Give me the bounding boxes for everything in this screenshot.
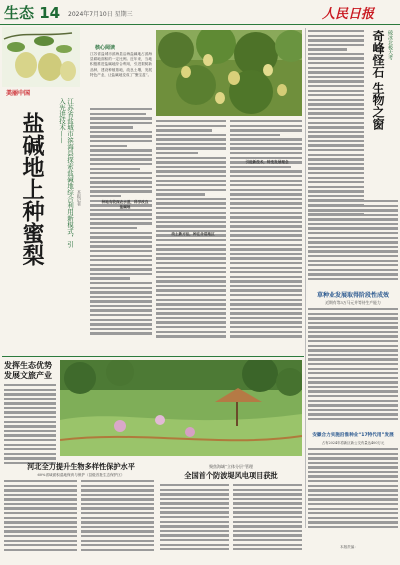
feature-body-col-1 — [90, 108, 152, 353]
right-column-divider — [305, 28, 306, 528]
feature-headline: 盐碱地上种蜜梨 — [19, 112, 44, 266]
section-divider — [2, 356, 304, 357]
park-photo — [60, 360, 302, 456]
issue-date: 2024年7月10日 星期三 — [68, 11, 133, 18]
right-lower-text — [308, 200, 398, 286]
lead-text: 江苏省盐城市滨海县沿海盐碱地占滨海县耕地面积的一定比例。近年来，当地积极推进盐碱地综合利用，引进梨树新品种，建设种植基地，改良土壤，发展特色产业，让盐碱地变成了“聚宝盆”。 — [90, 52, 152, 77]
masthead-logo: 人民日报 — [322, 7, 375, 22]
bottom-story-sub: 60%省域面积湿地保育与保护（县级首批生态保护区） — [37, 473, 125, 477]
feature-subhead-3: 引进新技术，转变发展理念 — [245, 160, 289, 164]
bottom-center-text — [160, 484, 302, 560]
lead-label: 核心阅读 — [95, 45, 116, 51]
mid-right-headline: 草种业发展取得阶段性成效 — [316, 292, 389, 299]
bottom-right-sub: 占有2024年将新区新公交有量达400万元 — [321, 441, 385, 445]
section-title: 生态 14 — [4, 4, 61, 22]
mid-right-text — [308, 308, 398, 428]
pear-illustration — [2, 27, 80, 87]
footer-editor: 本版责编： — [340, 545, 358, 549]
mid-right-sub: 近期有等3万马元并等待生产能力 — [325, 300, 381, 305]
bottom-center-kicker: 聚焦海域“立体分层”管理 — [208, 464, 254, 469]
bottom-center-headline: 全国首个防波堤风电项目获批 — [184, 471, 278, 480]
left-story-text — [4, 384, 56, 470]
orchard-photo — [156, 30, 302, 116]
feature-tag: 美丽中国 — [6, 90, 31, 97]
left-story-headline: 发挥生态优势 发展文旅产业 — [4, 360, 52, 380]
bottom-right-headline: 安徽合力实施沿淮种业“17特代用”发展 — [312, 433, 394, 438]
bottom-story-headline: 河北全力提升生物多样性保护水平 — [27, 462, 135, 471]
feature-subhead-1: 种地有较深农水道，科学改良盐碱地 — [101, 200, 149, 209]
bottom-story-text — [4, 480, 154, 560]
feature-kicker: 江苏省盐城市滨海县探索盐碱地综合利用新模式，引入先进技术—— — [58, 98, 74, 248]
column-kicker: 破冰北极大考 — [387, 30, 393, 60]
feature-subhead-2: 改土新方法，种在合适地区 — [171, 232, 215, 236]
bottom-right-text — [308, 448, 398, 536]
feature-byline: 本报记者 — [77, 190, 82, 206]
feature-body-col-3 — [230, 120, 302, 353]
column-title: 奇峰怪石 生物之窗 — [371, 30, 385, 131]
